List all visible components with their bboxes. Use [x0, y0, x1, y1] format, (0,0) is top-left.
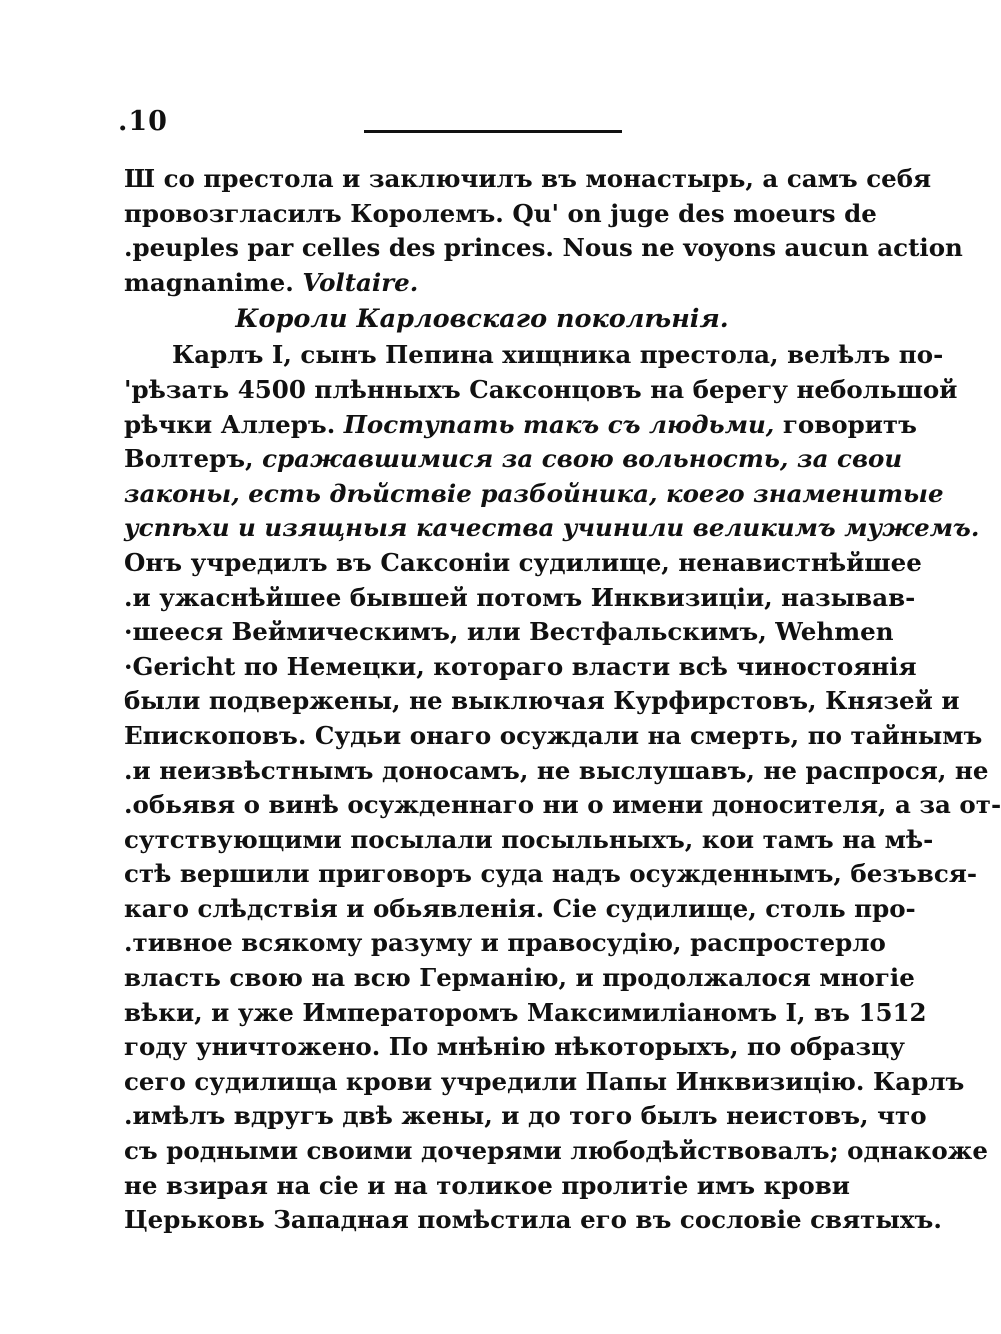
- text-line: [124, 442, 903, 477]
- text-line: вѣки, и уже Императоромъ Максимиліаномъ I, въ 1512: [124, 997, 927, 1027]
- text-segment: рѣчки Аллеръ.: [124, 409, 344, 439]
- text-line: .и ужаснѣйшее бывшей потомъ Инквизиціи, называв-: [124, 582, 916, 612]
- section-heading: Короли Карловскаго поколѣнія.: [235, 304, 729, 335]
- text-line: были подвержены, не выключая Курфирстовъ, Князей и: [124, 686, 960, 716]
- text-line: съ родными своими дочерями любодѣйствовалъ; однакоже: [124, 1136, 989, 1166]
- quote-line: успѣхи и изящныя качества учинили великимъ мужемъ.: [124, 513, 980, 543]
- text-line: [124, 266, 840, 301]
- text-segment: говоритъ: [774, 409, 917, 439]
- quote-segment: Поступать такъ съ людьми,: [343, 409, 775, 439]
- text-line: [124, 408, 917, 443]
- text-line: Ш со престола и заключилъ въ монастырь, а самъ себя: [124, 164, 932, 193]
- text-line: Онъ учредилъ въ Саксоніи судилище, ненавистнѣйшее: [124, 547, 922, 577]
- text-line: .тивное всякому разуму и правосудію, распростерло: [124, 928, 886, 958]
- header-rule: [364, 130, 622, 133]
- text-line: стѣ вершили приговоръ суда надъ осужденнымъ, безъвся-: [124, 859, 978, 889]
- text-segment: magnanime.: [124, 267, 303, 297]
- text-line: .имѣлъ вдругъ двѣ жены, и до того былъ неистовъ, что: [124, 1101, 927, 1131]
- author-name: Voltaire.: [302, 267, 419, 297]
- quote-segment: сражавшимися за свою вольность, за свои: [262, 444, 903, 474]
- text-line: не взирая на сіе и на толикое пролитіе имъ крови: [124, 1170, 850, 1200]
- text-line: ·шееся Веймическимъ, или Вестфальскимъ, Wehmen: [124, 617, 894, 647]
- text-line: Церьковь Западная помѣстила его въ сословіе святыхъ.: [124, 1205, 942, 1235]
- text-line: .peuples par celles des princes. Nous ne voyons aucun action: [124, 233, 963, 263]
- text-line: 'рѣзать 4500 плѣнныхъ Саксонцовъ на берегу небольшой: [124, 374, 958, 404]
- text-line: сутствующими посылали посыльныхъ, кои тамъ на мѣ-: [124, 824, 934, 854]
- text-line: .обьявя о винѣ осужденнаго ни о имени доносителя, а за от-: [124, 790, 1001, 820]
- text-line: Епископовъ. Судьи онаго осуждали на смерть, по тайнымъ: [124, 720, 983, 750]
- text-line: провозгласилъ Королемъ. Qu' on juge des moeurs de: [124, 198, 877, 228]
- text-segment: Волтеръ,: [124, 444, 263, 474]
- text-line: ·Gericht по Немецки, котораго власти всѣ чиностоянія: [124, 651, 917, 681]
- text-line: сего судилища крови учредили Папы Инквизицію. Карлъ: [124, 1066, 965, 1096]
- text-line: власть свою на всю Германію, и продолжалося многіе: [124, 963, 915, 993]
- text-line: каго слѣдствія и обьявленія. Сіе судилище, столь про-: [124, 893, 916, 923]
- body-text: [124, 162, 1001, 1238]
- page-number: .10: [118, 106, 168, 137]
- quote-line: законы, есть дѣйствіе разбойника, коего знаменитые: [124, 478, 944, 508]
- text-line: .и неизвѣстнымъ доносамъ, не выслушавъ, не распрося, не: [124, 755, 989, 785]
- text-line: Карлъ I, сынъ Пепина хищника престола, велѣлъ по-: [172, 340, 944, 370]
- text-line: году уничтожено. По мнѣнію нѣкоторыхъ, по образцу: [124, 1032, 905, 1062]
